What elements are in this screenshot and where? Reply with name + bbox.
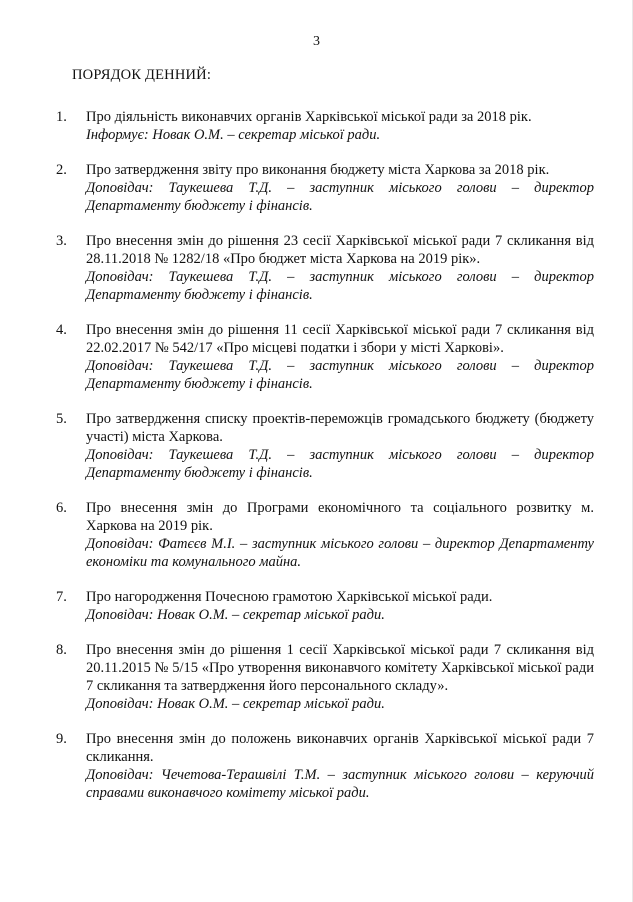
item-title: Про внесення змін до рішення 23 сесії Харківської міської ради 7 скликання від 28.11.2018 № 1282/18 «Про бюджет міста Харкова на 2019 рік». <box>86 233 594 267</box>
item-speaker: Доповідач: Новак О.М. – секретар міської ради. <box>86 696 385 712</box>
item-title: Про внесення змін до рішення 1 сесії Харківської міської ради 7 скликання від 20.11.2015 № 5/15 «Про утворення виконавчого комітету Харківської міської ради 7 скликання та затвердження його персонального складу». <box>86 642 594 694</box>
agenda-heading: ПОРЯДОК ДЕННИЙ: <box>72 67 212 83</box>
agenda-item-8 <box>56 641 594 713</box>
item-title: Про внесення змін до Програми економічного та соціального розвитку м. Харкова на 2019 рік. <box>86 500 594 534</box>
item-content <box>86 499 594 571</box>
item-number: 2. <box>56 162 67 178</box>
item-content <box>86 730 594 802</box>
item-title: Про внесення змін до рішення 11 сесії Харківської міської ради 7 скликання від 22.02.2017 № 542/17 «Про місцеві податки і збори у місті Харкові». <box>86 322 594 356</box>
item-title: Про нагородження Почесною грамотою Харківської міської ради. <box>86 589 493 605</box>
agenda-item-7 <box>56 588 594 624</box>
item-number: 9. <box>56 731 67 747</box>
item-content <box>86 410 594 482</box>
item-speaker: Доповідач: Новак О.М. – секретар міської ради. <box>86 607 385 623</box>
item-speaker: Доповідач: Таукешева Т.Д. – заступник міського голови – директор Департаменту бюджету і фінансів. <box>86 358 594 392</box>
agenda-item-2 <box>56 161 594 215</box>
item-speaker: Доповідач: Таукешева Т.Д. – заступник міського голови – директор Департаменту бюджету і фінансів. <box>86 269 594 303</box>
agenda-item-9 <box>56 730 594 802</box>
item-speaker: Доповідач: Чечетова-Терашвілі Т.М. – заступник міського голови – керуючий справами виконавчого комітету міської ради. <box>86 767 594 801</box>
agenda-item-5 <box>56 410 594 482</box>
agenda-item-3 <box>56 232 594 304</box>
item-number: 6. <box>56 500 67 516</box>
item-number: 8. <box>56 642 67 658</box>
item-speaker: Доповідач: Таукешева Т.Д. – заступник міського голови – директор Департаменту бюджету і фінансів. <box>86 180 594 214</box>
item-title: Про діяльність виконавчих органів Харківської міської ради за 2018 рік. <box>86 109 532 125</box>
page-number: 3 <box>313 34 320 49</box>
item-speaker: Інформує: Новак О.М. – секретар міської ради. <box>86 127 381 143</box>
item-number: 1. <box>56 109 67 125</box>
item-content <box>86 161 594 215</box>
item-title: Про затвердження звіту про виконання бюджету міста Харкова за 2018 рік. <box>86 162 550 178</box>
agenda-item-4 <box>56 321 594 393</box>
agenda-list <box>56 108 594 819</box>
agenda-item-6 <box>56 499 594 571</box>
item-content <box>86 232 594 304</box>
item-number: 3. <box>56 233 67 249</box>
item-content <box>86 588 594 624</box>
agenda-item-1 <box>56 108 594 144</box>
item-number: 4. <box>56 322 67 338</box>
item-speaker: Доповідач: Таукешева Т.Д. – заступник міського голови – директор Департаменту бюджету і фінансів. <box>86 447 594 481</box>
item-speaker: Доповідач: Фатєєв М.І. – заступник міського голови – директор Департаменту економіки та комунального майна. <box>86 536 594 570</box>
item-number: 5. <box>56 411 67 427</box>
item-content <box>86 641 594 713</box>
item-title: Про затвердження списку проектів-переможців громадського бюджету (бюджету участі) міста Харкова. <box>86 411 594 445</box>
item-content <box>86 321 594 393</box>
item-content <box>86 108 594 144</box>
item-title: Про внесення змін до положень виконавчих органів Харківської міської ради 7 скликання. <box>86 731 594 765</box>
item-number: 7. <box>56 589 67 605</box>
